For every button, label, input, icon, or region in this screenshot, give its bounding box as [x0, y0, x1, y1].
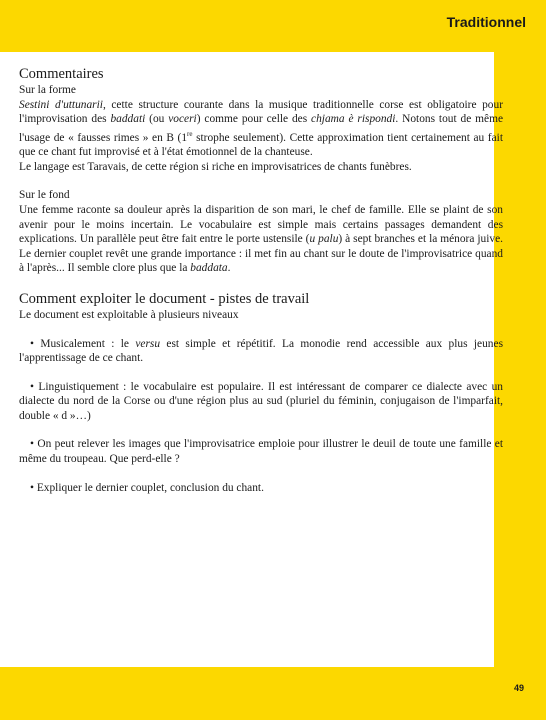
subheading-forme: Sur la forme [19, 84, 76, 96]
subheading-fond: Sur le fond [19, 189, 70, 202]
italic-term: Sestini d'uttunarii [19, 98, 103, 111]
italic-term: chjama è rispondi [311, 113, 396, 126]
superscript: re [187, 129, 193, 138]
bullet-dernier-couplet: • Expliquer le dernier couplet, conclusion du chant. [30, 481, 264, 494]
heading-commentaires: Commentaires [19, 66, 104, 82]
italic-term: baddati [110, 113, 146, 126]
text-run: Une femme raconte sa douleur après la disparition de son mari, le chef de famille. Elle se plaint de son avenir pour le moins incertain. Le vocabulaire est simple mais certains passages demandent des explications. Un parallèle peut être fait entre le porte ustensile ( [19, 203, 503, 246]
heading-exploitation: Comment exploiter le document - pistes de travail [19, 290, 310, 307]
exploitation-intro: Le document est exploitable à plusieurs niveaux [19, 308, 239, 321]
page-number: 49 [513, 683, 524, 693]
text-run: . Notons tout de même l'usage de « fausses rimes » en B (1 [19, 113, 504, 144]
italic-term: voceri [168, 113, 197, 126]
bullet-images: • On peut relever les images que l'improvisatrice emploie pour illustrer le deuil de toute une famille et même du troupeau. Que perd-elle ? [19, 438, 503, 466]
section-label: Traditionnel [446, 14, 526, 30]
text-run: est simple et répétitif. La monodie rend accessible aux plus jeunes l'apprentissage de ce chant. [19, 337, 503, 365]
italic-term: versu [135, 337, 161, 350]
paragraph-fond [19, 203, 503, 276]
page-body [0, 52, 504, 667]
text-run: strophe seulement). Cette approximation tient certainement au fait que ce chant fut improvisé et à l'état émotionnel de la chanteuse. [19, 131, 503, 159]
text-run: , cette structure courante dans la musique traditionnelle corse est obligatoire pour l'improvisation des [19, 98, 503, 126]
italic-term: u palu [309, 233, 339, 246]
italic-term: baddata [190, 262, 228, 275]
bullet-linguistiquement: • Linguistiquement : le vocabulaire est populaire. Il est intéressant de comparer ce dialecte avec un dialecte du nord de la Corse ou d'une région plus au sud (pluriel du féminin, conjugaison de l'imparfait, double « d »…) [19, 380, 503, 422]
text-run: ) à sept branches et la ménora juive. Le dernier couplet revêt une grande importance : il met fin au chant sur le doute de l'improvisatrice quand à l'après... Il semble clore plus que la [19, 233, 503, 275]
paragraph-forme-1 [19, 98, 503, 160]
text-run: • Musicalement : le [30, 337, 136, 350]
paragraph-forme-2: Le langage est Taravais, de cette région si riche en improvisatrices de chants funèbres. [19, 160, 412, 173]
content-column [19, 65, 503, 495]
text-run: ) comme pour celle des [196, 113, 312, 126]
text-run: (ou [145, 113, 169, 126]
bullet-musicalement [19, 337, 503, 366]
text-run: . [227, 262, 231, 275]
